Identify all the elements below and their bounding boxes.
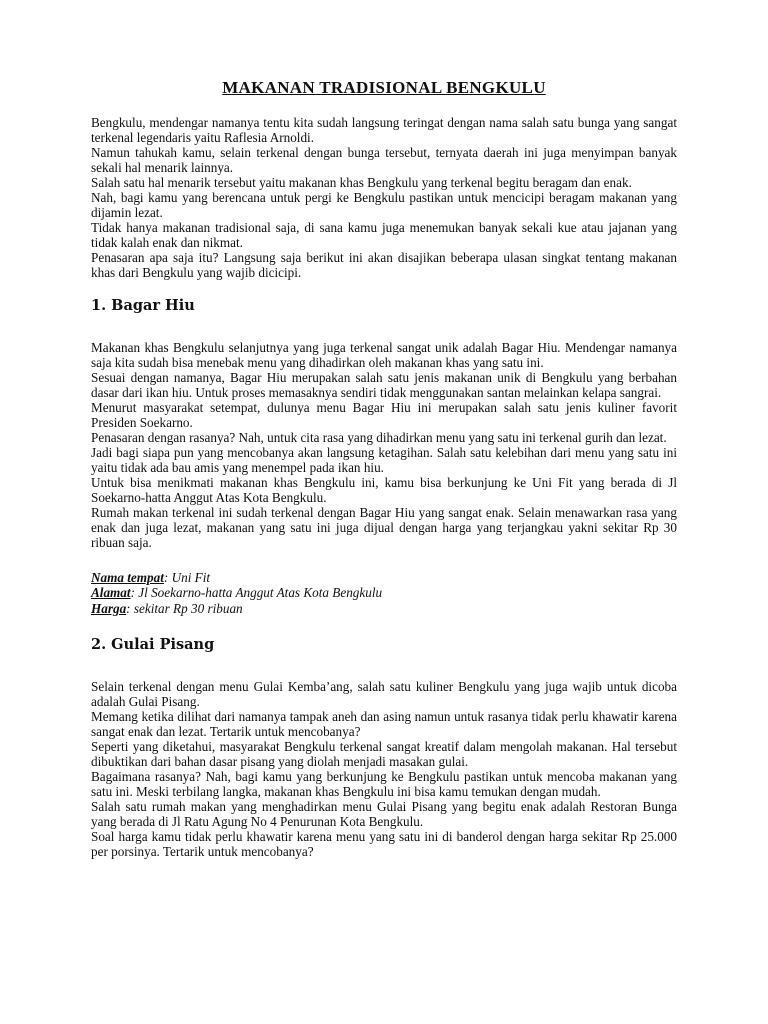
info-value: : sekitar Rp 30 ribuan (126, 600, 243, 616)
section-paragraph: Untuk bisa menikmati makanan khas Bengkulu ini, kamu bisa berkunjung ke Uni Fit yang berada di Jl Soekarno-hatta Anggut Atas Kota Bengkulu. (91, 474, 677, 505)
section-paragraph: Seperti yang diketahui, masyarakat Bengkulu terkenal sangat kreatif dalam mengolah makanan. Hal tersebut dibuktikan dari bahan dasar pisang yang diolah menjadi masakan gulai. (91, 738, 677, 770)
section-paragraph: Penasaran dengan rasanya? Nah, untuk cita rasa yang dihadirkan menu yang satu ini terkenal gurih dan lezat. (91, 429, 667, 445)
section-paragraph: Salah satu rumah makan yang menghadirkan menu Gulai Pisang yang begitu enak adalah Restoran Bunga yang berada di Jl Ratu Agung No 4 Penurunan Kota Bengkulu. (91, 799, 677, 830)
intro-paragraph: Salah satu hal menarik tersebut yaitu makanan khas Bengkulu yang terkenal begitu beragam dan enak. (91, 175, 632, 191)
intro-paragraph: Nah, bagi kamu yang berencana untuk pergi ke Bengkulu pastikan untuk mencicipi beragam makanan yang dijamin lezat. (91, 190, 677, 221)
section-paragraph: Sesuai dengan namanya, Bagar Hiu merupakan salah satu jenis makanan unik di Bengkulu yang berbahan dasar dari ikan hiu. Untuk proses memasaknya sendiri tidak menggunakan santan melainkan kelapa sangrai. (91, 369, 677, 400)
section-paragraph: Memang ketika dilihat dari namanya tampak aneh dan asing namun untuk rasanya tidak perlu khawatir karena sangat enak dan lezat. Tertarik untuk mencobanya? (91, 708, 677, 739)
intro-paragraph: Penasaran apa saja itu? Langsung saja berikut ini akan disajikan beberapa ulasan singkat tentang makanan khas dari Bengkulu yang wajib dicicipi. (91, 250, 677, 281)
section-paragraph: Jadi bagi siapa pun yang mencobanya akan langsung ketagihan. Salah satu kelebihan dari menu yang satu ini yaitu tidak ada bau amis yang menempel pada ikan hiu. (91, 444, 677, 475)
section-heading-gulai-pisang: 2. Gulai Pisang (91, 635, 215, 653)
info-label: Nama tempat (91, 570, 164, 586)
info-label: Harga (91, 600, 127, 616)
intro-paragraph: Bengkulu, mendengar namanya tentu kita sudah langsung teringat dengan nama salah satu bunga yang sangat terkenal legendaris yaitu Raflesia Arnoldi. (91, 115, 677, 146)
section-paragraph: Bagaimana rasanya? Nah, bagi kamu yang berkunjung ke Bengkulu pastikan untuk mencoba makanan yang satu ini. Meski terbilang langka, makanan khas Bengkulu ini bisa kamu temukan dengan mudah. (91, 769, 677, 800)
section-body-gulai-pisang (91, 679, 677, 860)
section-paragraph: Makanan khas Bengkulu selanjutnya yang juga terkenal sangat unik adalah Bagar Hiu. Mendengar namanya saja kita sudah bisa menebak menu yang dihadirkan oleh makanan khas yang satu ini. (91, 339, 677, 370)
section-paragraph: Rumah makan terkenal ini sudah terkenal dengan Bagar Hiu yang sangat enak. Selain menawarkan rasa yang enak dan juga lezat, makanan yang satu ini juga dijual dengan harga yang terjangkau yakni sekitar Rp 30 ribuan saja. (91, 505, 677, 551)
section-heading-bagar-hiu: 1. Bagar Hiu (91, 296, 195, 314)
intro-paragraph: Tidak hanya makanan tradisional saja, di sana kamu juga menemukan banyak sekali kue atau jajanan yang tidak kalah enak dan nikmat. (91, 220, 677, 251)
info-row-price (91, 601, 677, 616)
info-value: : Jl Soekarno-hatta Anggut Atas Kota Bengkulu (130, 585, 383, 601)
info-row-address (91, 585, 677, 600)
info-value: : Uni Fit (163, 570, 211, 586)
info-row-place (91, 570, 677, 585)
section-paragraph: Selain terkenal dengan menu Gulai Kemba’ang, salah satu kuliner Bengkulu yang juga wajib untuk dicoba adalah Gulai Pisang. (91, 678, 677, 709)
intro-paragraph: Namun tahukah kamu, selain terkenal dengan bunga tersebut, ternyata daerah ini juga menyimpan banyak sekali hal menarik lainnya. (91, 145, 677, 176)
section-body-bagar-hiu (91, 340, 677, 551)
document-title: MAKANAN TRADISIONAL BENGKULU (222, 78, 546, 97)
info-label: Alamat (91, 585, 131, 601)
intro-block (91, 115, 677, 281)
section-paragraph: Menurut masyarakat setempat, dulunya menu Bagar Hiu ini merupakan salah satu jenis kuliner favorit Presiden Soekarno. (91, 399, 677, 430)
section-paragraph: Soal harga kamu tidak perlu khawatir karena menu yang satu ini di banderol dengan harga sekitar Rp 25.000 per porsinya. Tertarik untuk mencobanya? (91, 829, 677, 860)
place-info-bagar-hiu (91, 570, 677, 616)
